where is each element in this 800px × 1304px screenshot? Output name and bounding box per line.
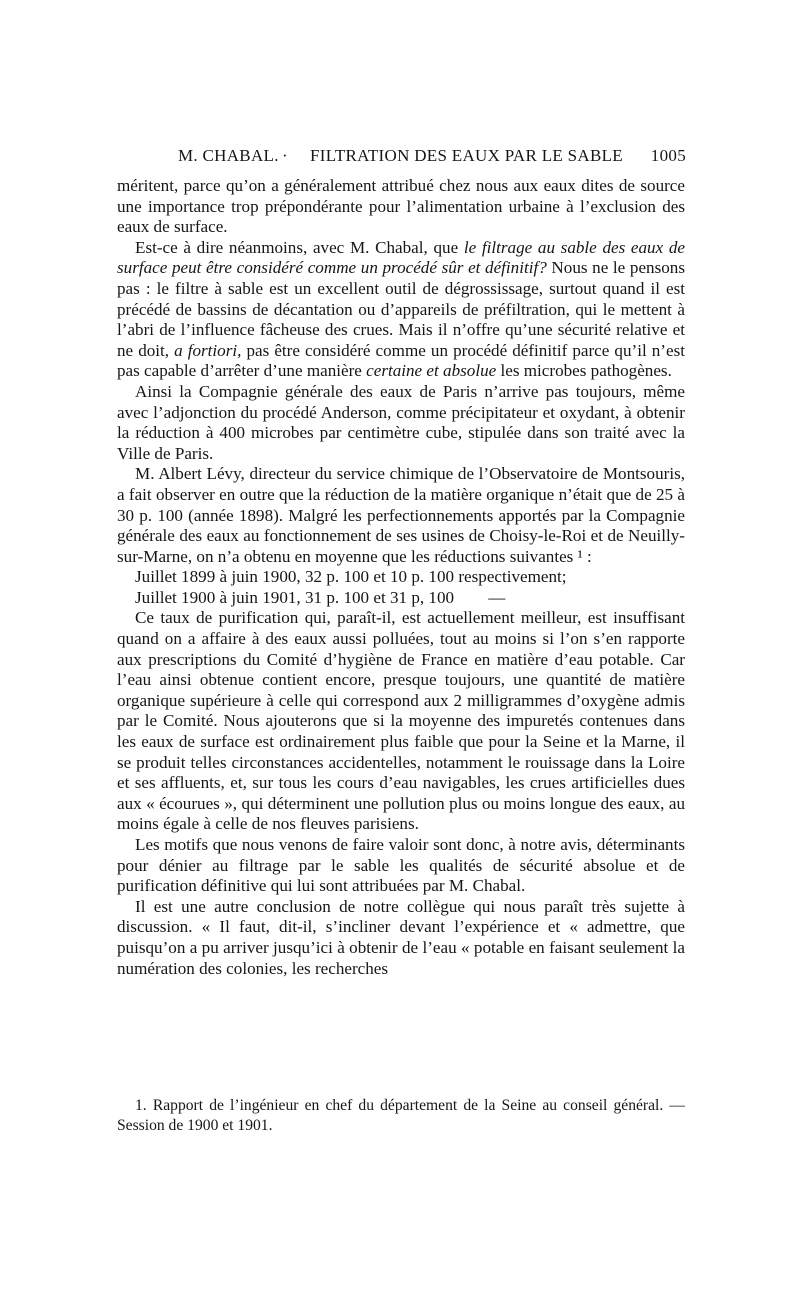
paragraph-2-italic-question: le filtrage au sable des eaux de surface peut être considéré comme un procédé sûr et définitif? xyxy=(117,237,686,278)
results-line-1: Juillet 1899 à juin 1900, 32 p. 100 et 10 p. 100 respectivement; xyxy=(135,567,567,587)
header-title: FILTRATION DES EAUX PAR LE SABLE xyxy=(310,146,623,165)
paragraph-4 xyxy=(117,464,685,567)
results-line-2: Juillet 1900 à juin 1901, 31 p. 100 et 31 p, 100 — xyxy=(135,587,506,607)
paragraph-1: méritent, parce qu’on a généralement attribué chez nous aux eaux dites de source une importance trop prépondérante pour l’alimentation urbaine à l’exclusion des eaux de surface. xyxy=(117,176,685,237)
paragraph-7: Il est une autre conclusion de notre collègue qui nous paraît très sujette à discussion. « Il faut, dit-il, s’incliner devant l’expérience et « admettre, que puisqu’on a pu arriver jusqu’ici à obtenir de l’eau « potable en faisant seulement la numération des colonies, les recherches xyxy=(117,896,685,978)
paragraph-2-text-a: Est-ce à dire néanmoins, avec M. Chabal, que xyxy=(135,237,464,257)
page-number: 1005 xyxy=(650,146,686,165)
paragraph-2-italic-fortiori: a fortiori, xyxy=(174,340,242,360)
paragraph-2-text-d: les microbes pathogènes. xyxy=(496,361,672,381)
header-separator: · xyxy=(282,146,288,165)
paragraph-3: Ainsi la Compagnie générale des eaux de Paris n’arrive pas toujours, même avec l’adjonction du procédé Anderson, comme précipitateur et oxydant, à obtenir la réduction à 400 microbes par centimètre cube, stipulée dans son traité avec la Ville de Paris. xyxy=(117,381,685,463)
paragraph-2-text-b: Nous ne le pensons pas : le filtre à sable est un excellent outil de dégrossissage, surtout quand il est précédé de bassins de décantation ou d’appareils de préfiltration, qui le mettent à l’abri de l’influence fâcheuse des crues. Mais il n’offre qu’une sécurité relative et ne doit, xyxy=(117,258,685,360)
paragraph-4-prefix: M. xyxy=(135,464,155,484)
paragraph-2-italic-certaine: certaine et absolue xyxy=(366,361,497,381)
paragraph-2 xyxy=(117,238,685,382)
paragraph-5: Ce taux de purification qui, paraît-il, est actuellement meilleur, est insuffisant quand on a affaire à des eaux aussi polluées, tout au moins si l’on s’en rapporte aux prescriptions du Comité d’hygiène de France en matière d’eau potable. Car l’eau ainsi obtenue contient encore, presque toujours, une quantité de matière organique supérieure à celle qui correspond aux 2 milligrammes d’oxygène admis par le Comité. Nous ajouterons que si la moyenne des impuretés contenues dans les eaux de surface est ordinairement plus faible que pour la Seine et la Marne, il se produit telles circonstances accidentelles, notamment le rouissage dans la Loire et ses affluents, et, sur tous les cours d’eau navigables, les crues artificielles dues aux « écourues », qui déterminent une pollution plus ou moins longue des eaux, au moins égale à celle de nos fleuves parisiens. xyxy=(117,608,685,834)
body-text xyxy=(117,176,685,979)
paragraph-6: Les motifs que nous venons de faire valoir sont donc, à notre avis, déterminants pour dénier au filtrage par le sable les qualités de sécurité absolue et de purification définitive qui lui sont attribuées par M. Chabal. xyxy=(117,835,685,896)
header-author: M. CHABAL. xyxy=(178,146,279,165)
paragraph-4-text: Albert Lévy, directeur du service chimique de l’Observatoire de Montsouris, a fait observer en outre que la réduction de la matière organique n’était que de 25 à 30 p. 100 (année 1898). Malgré les perfectionnements apportés par la Compagnie générale des eaux au fonctionnement de ses usines de Choisy-le-Roi et de Neuilly-sur-Marne, on n’a obtenu en moyenne que les réductions suivantes ¹ : xyxy=(117,464,685,566)
footnote: 1. Rapport de l’ingénieur en chef du département de la Seine au conseil général. — Session de 1900 et 1901. xyxy=(117,1097,685,1134)
running-header xyxy=(178,146,686,170)
paragraph-2-text-c: pas être considéré comme un procédé définitif parce qu’il n’est pas capable d’arrêter d’une manière xyxy=(117,340,685,381)
